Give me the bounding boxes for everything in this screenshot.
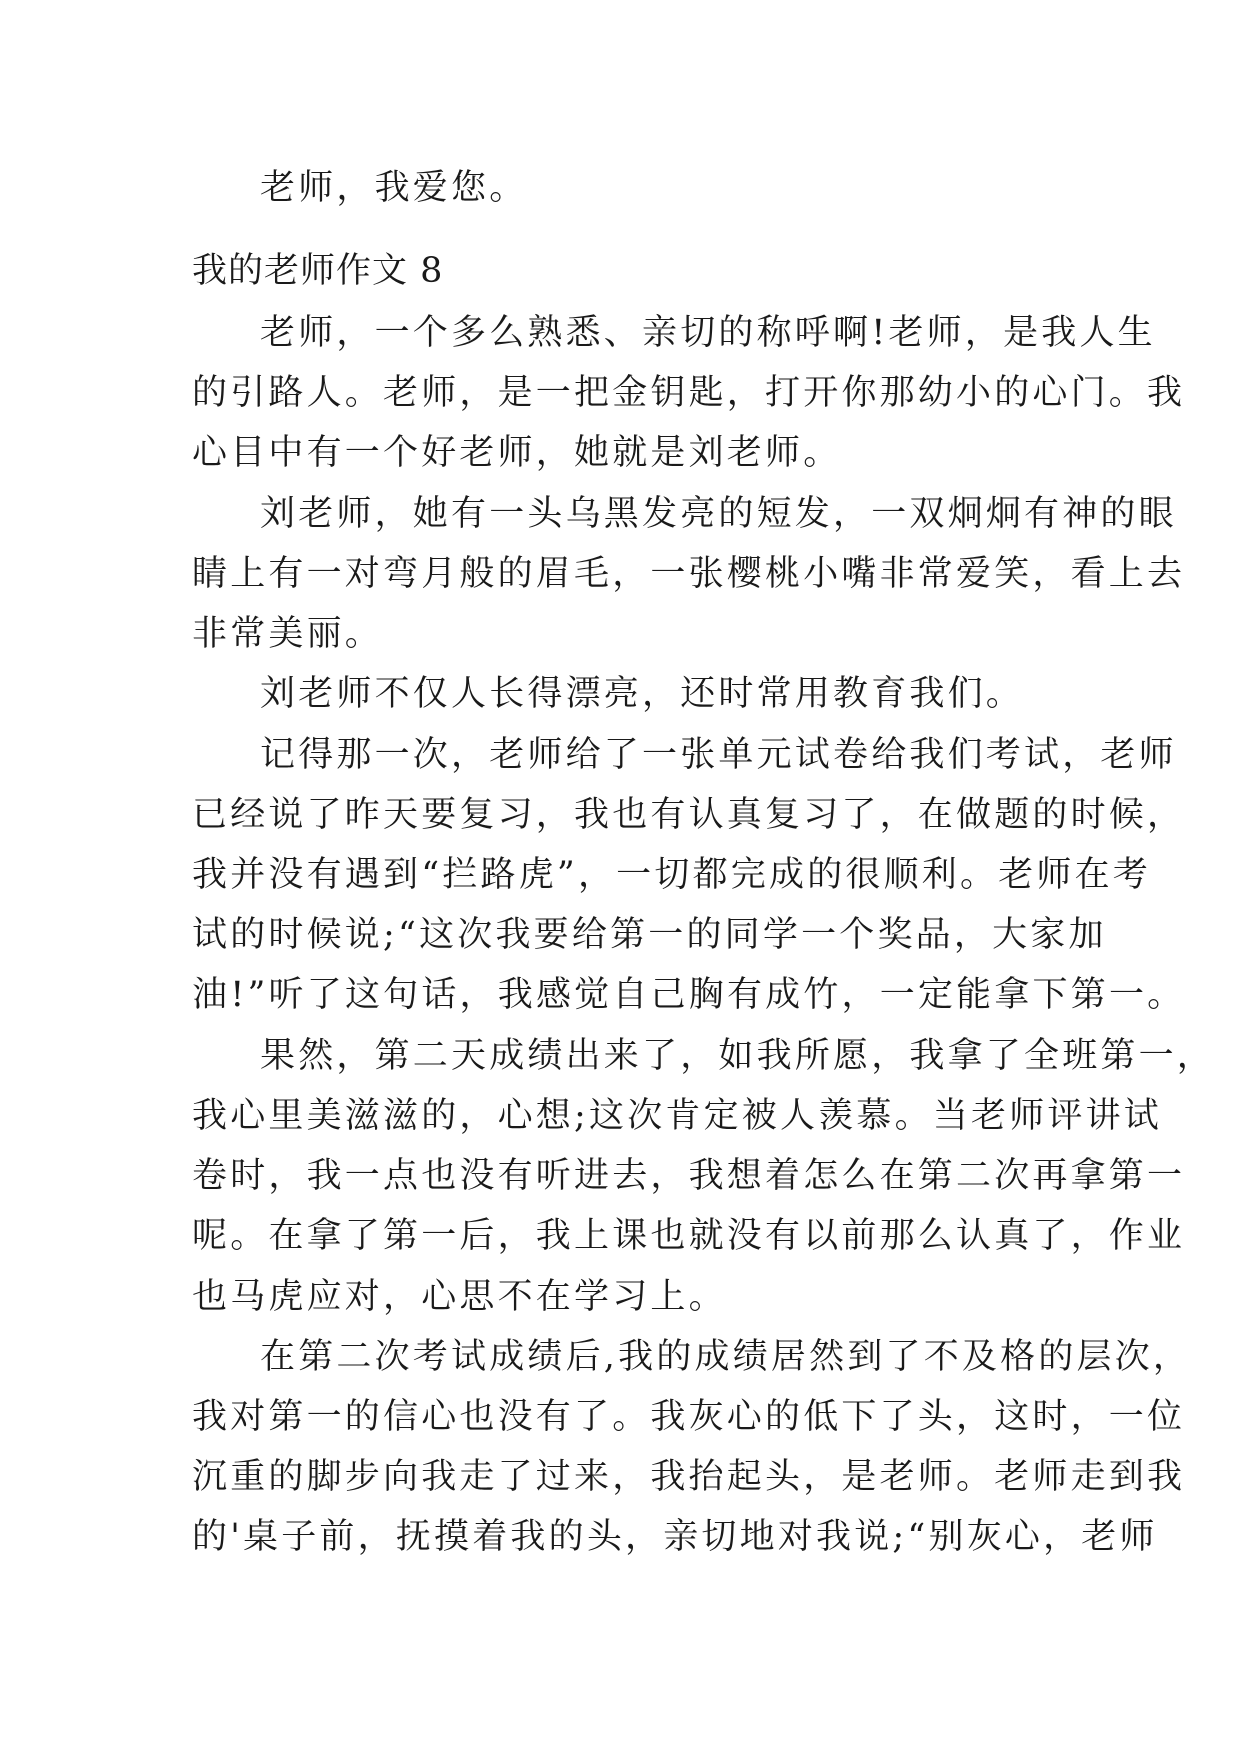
paragraph-1-line-1: 老师，一个多么熟悉、亲切的称呼啊!老师，是我人生 [260,313,1156,353]
paragraph-1-line-3: 心目中有一个好老师，她就是刘老师。 [192,433,842,473]
paragraph-4-line-3: 我并没有遇到“拦路虎”，一切都完成的很顺利。老师在考 [192,855,1151,895]
paragraph-5-line-2: 我心里美滋滋的，心想;这次肯定被人羡慕。当老师评讲试 [192,1096,1162,1136]
paragraph-2-line-2: 睛上有一对弯月般的眉毛，一张樱桃小嘴非常爱笑，看上去 [192,554,1186,594]
closing-line: 老师，我爱您。 [260,168,528,208]
paragraph-2-line-3: 非常美丽。 [192,614,384,654]
paragraph-6-line-1: 在第二次考试成绩后,我的成绩居然到了不及格的层次， [260,1337,1192,1377]
paragraph-5-line-5: 也马虎应对，心思不在学习上。 [192,1277,727,1317]
essay-title: 我的老师作文 8 [192,251,444,291]
paragraph-2-line-1: 刘老师，她有一头乌黑发亮的短发，一双炯炯有神的眼 [260,494,1177,534]
paragraph-6-line-2: 我对第一的信心也没有了。我灰心的低下了头，这时，一位 [192,1397,1186,1437]
paragraph-5-line-3: 卷时，我一点也没有听进去，我想着怎么在第二次再拿第一 [192,1156,1186,1196]
paragraph-4-line-1: 记得那一次，老师给了一张单元试卷给我们考试，老师 [260,735,1177,775]
paragraph-1-line-2: 的引路人。老师，是一把金钥匙，打开你那幼小的心门。我 [192,373,1186,413]
paragraph-4-line-4: 试的时候说;“这次我要给第一的同学一个奖品，大家加 [192,915,1107,955]
paragraph-5-line-4: 呢。在拿了第一后，我上课也就没有以前那么认真了，作业 [192,1216,1186,1256]
paragraph-4-line-5: 油!”听了这句话，我感觉自己胸有成竹，一定能拿下第一。 [192,975,1186,1015]
paragraph-6-line-3: 沉重的脚步向我走了过来，我抬起头，是老师。老师走到我 [192,1457,1186,1497]
paragraph-6-line-4: 的'桌子前，抚摸着我的头，亲切地对我说;“别灰心，老师 [192,1517,1158,1557]
paragraph-3-line-1: 刘老师不仅人长得漂亮，还时常用教育我们。 [260,674,1025,714]
paragraph-5-line-1: 果然，第二天成绩出来了，如我所愿，我拿了全班第一， [260,1036,1216,1076]
paragraph-4-line-2: 已经说了昨天要复习，我也有认真复习了，在做题的时候， [192,795,1186,835]
